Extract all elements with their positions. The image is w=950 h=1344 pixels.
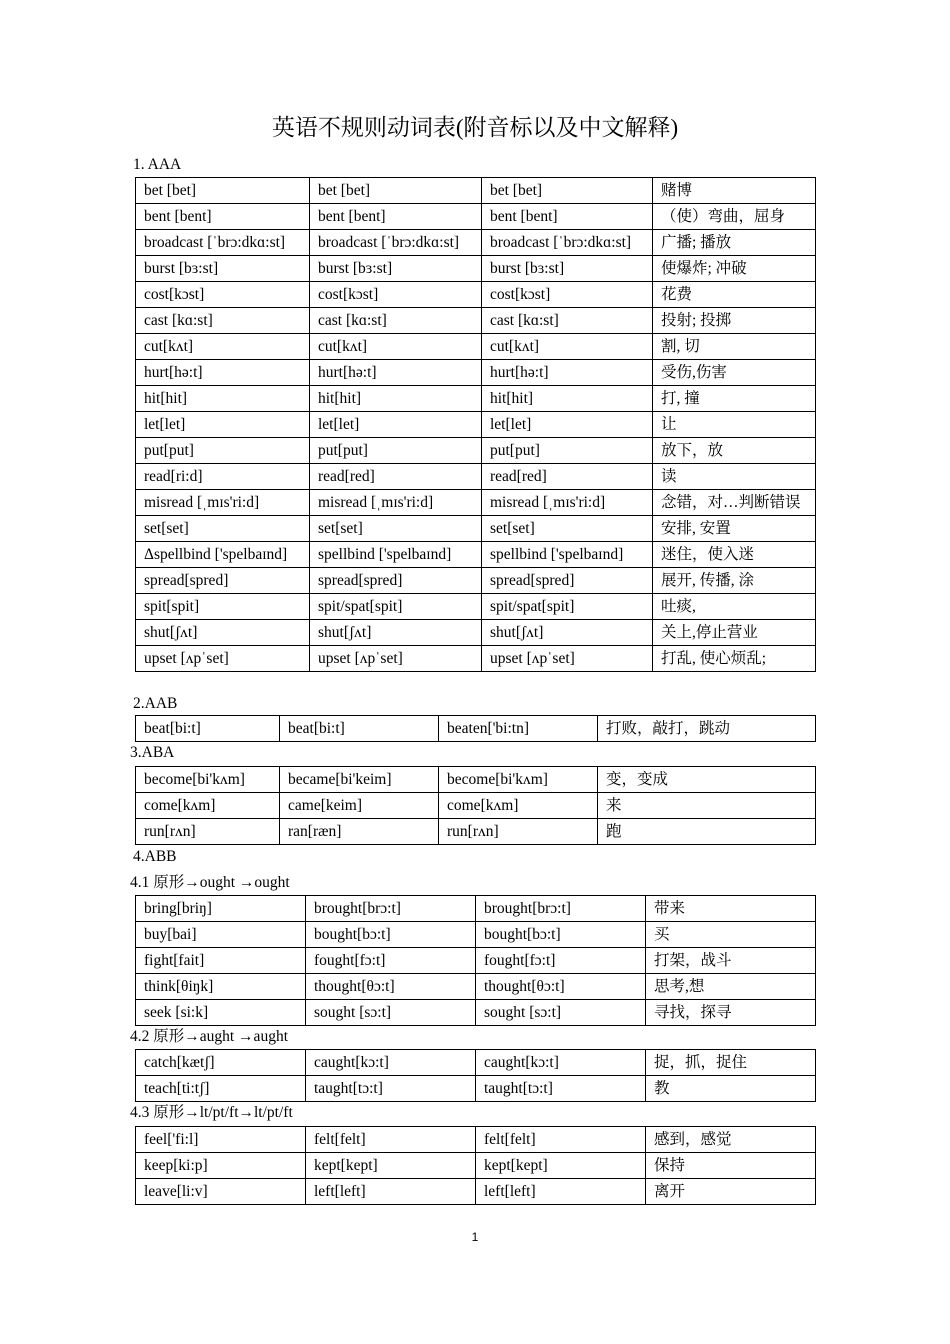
- chinese-meaning-cell: 寻找，探寻: [646, 1000, 816, 1026]
- table-row: [136, 282, 816, 308]
- table-row: [136, 1127, 816, 1153]
- past-participle-cell: bet [bet]: [482, 178, 653, 204]
- past-tense-cell: beat[bi:t]: [280, 716, 439, 742]
- table-row: [136, 793, 816, 819]
- chinese-meaning-cell: 广播; 播放: [653, 230, 816, 256]
- past-participle-cell: caught[kɔ:t]: [476, 1050, 646, 1076]
- past-participle-cell: put[put]: [482, 438, 653, 464]
- table-row: [136, 1050, 816, 1076]
- section-heading-abb: 4.ABB: [133, 848, 177, 865]
- past-participle-cell: felt[felt]: [476, 1127, 646, 1153]
- past-participle-cell: spellbind ['spelbaɪnd]: [482, 542, 653, 568]
- chinese-meaning-cell: 带来: [646, 896, 816, 922]
- chinese-meaning-cell: 念错，对…判断错误: [653, 490, 816, 516]
- base-form-cell: set[set]: [136, 516, 310, 542]
- chinese-meaning-cell: 买: [646, 922, 816, 948]
- chinese-meaning-cell: 离开: [646, 1179, 816, 1205]
- past-tense-cell: caught[kɔ:t]: [306, 1050, 476, 1076]
- table-row: [136, 646, 816, 672]
- past-participle-cell: left[left]: [476, 1179, 646, 1205]
- verb-table-aab: [135, 715, 816, 742]
- past-tense-cell: spellbind ['spelbaɪnd]: [310, 542, 482, 568]
- table-row: [136, 767, 816, 793]
- past-participle-cell: bought[bɔ:t]: [476, 922, 646, 948]
- chinese-meaning-cell: 变，变成: [598, 767, 816, 793]
- past-participle-cell: kept[kept]: [476, 1153, 646, 1179]
- past-participle-cell: hurt[hə:t]: [482, 360, 653, 386]
- base-form-cell: read[ri:d]: [136, 464, 310, 490]
- verb-table-ought: [135, 895, 816, 1026]
- table-row: [136, 438, 816, 464]
- chinese-meaning-cell: 教: [646, 1076, 816, 1102]
- base-form-cell: put[put]: [136, 438, 310, 464]
- base-form-cell: bet [bet]: [136, 178, 310, 204]
- verb-table-aaa: [135, 177, 816, 672]
- past-participle-cell: come[kʌm]: [439, 793, 598, 819]
- table-row: [136, 178, 816, 204]
- table-row: [136, 490, 816, 516]
- past-participle-cell: broadcast [ˈbrɔ:dkɑ:st]: [482, 230, 653, 256]
- past-participle-cell: upset [ʌpˈset]: [482, 646, 653, 672]
- past-tense-cell: read[red]: [310, 464, 482, 490]
- table-row: [136, 948, 816, 974]
- table-row: [136, 1000, 816, 1026]
- table-row: [136, 542, 816, 568]
- chinese-meaning-cell: 迷住，使入迷: [653, 542, 816, 568]
- table-row: [136, 412, 816, 438]
- chinese-meaning-cell: 割, 切: [653, 334, 816, 360]
- past-participle-cell: cost[kɔst]: [482, 282, 653, 308]
- past-participle-cell: let[let]: [482, 412, 653, 438]
- verb-table-lt-pt-ft: [135, 1126, 816, 1205]
- base-form-cell: let[let]: [136, 412, 310, 438]
- base-form-cell: seek [si:k]: [136, 1000, 306, 1026]
- chinese-meaning-cell: 跑: [598, 819, 816, 845]
- past-participle-cell: become[bi'kʌm]: [439, 767, 598, 793]
- past-participle-cell: sought [sɔ:t]: [476, 1000, 646, 1026]
- base-form-cell: misread [ˌmɪs'ri:d]: [136, 490, 310, 516]
- past-participle-cell: fought[fɔ:t]: [476, 948, 646, 974]
- past-tense-cell: let[let]: [310, 412, 482, 438]
- chinese-meaning-cell: 展开, 传播, 涂: [653, 568, 816, 594]
- past-tense-cell: bent [bent]: [310, 204, 482, 230]
- past-tense-cell: set[set]: [310, 516, 482, 542]
- past-tense-cell: hit[hit]: [310, 386, 482, 412]
- table-row: [136, 716, 816, 742]
- base-form-cell: beat[bi:t]: [136, 716, 280, 742]
- past-tense-cell: cut[kʌt]: [310, 334, 482, 360]
- page-title: 英语不规则动词表(附音标以及中文解释): [271, 115, 679, 140]
- base-form-cell: cast [kɑ:st]: [136, 308, 310, 334]
- section-heading-aaa: 1. AAA: [133, 156, 182, 173]
- table-row: [136, 386, 816, 412]
- chinese-meaning-cell: 安排, 安置: [653, 516, 816, 542]
- past-tense-cell: burst [bɜ:st]: [310, 256, 482, 282]
- chinese-meaning-cell: 吐痰,: [653, 594, 816, 620]
- base-form-cell: come[kʌm]: [136, 793, 280, 819]
- past-participle-cell: taught[tɔ:t]: [476, 1076, 646, 1102]
- page-number: 1: [471, 1230, 479, 1244]
- base-form-cell: burst [bɜ:st]: [136, 256, 310, 282]
- base-form-cell: fight[fait]: [136, 948, 306, 974]
- chinese-meaning-cell: 读: [653, 464, 816, 490]
- chinese-meaning-cell: 放下，放: [653, 438, 816, 464]
- chinese-meaning-cell: 打, 撞: [653, 386, 816, 412]
- chinese-meaning-cell: 感到，感觉: [646, 1127, 816, 1153]
- table-row: [136, 1179, 816, 1205]
- past-participle-cell: run[rʌn]: [439, 819, 598, 845]
- verb-table-aught: [135, 1049, 816, 1102]
- chinese-meaning-cell: 捉，抓，捉住: [646, 1050, 816, 1076]
- past-tense-cell: fought[fɔ:t]: [306, 948, 476, 974]
- chinese-meaning-cell: 关上,停止营业: [653, 620, 816, 646]
- base-form-cell: catch[kætʃ]: [136, 1050, 306, 1076]
- chinese-meaning-cell: 打架，战斗: [646, 948, 816, 974]
- past-participle-cell: shut[ʃʌt]: [482, 620, 653, 646]
- past-participle-cell: cut[kʌt]: [482, 334, 653, 360]
- past-tense-cell: left[left]: [306, 1179, 476, 1205]
- past-participle-cell: thought[θɔ:t]: [476, 974, 646, 1000]
- past-participle-cell: bent [bent]: [482, 204, 653, 230]
- chinese-meaning-cell: 思考,想: [646, 974, 816, 1000]
- table-row: [136, 1153, 816, 1179]
- past-tense-cell: cost[kɔst]: [310, 282, 482, 308]
- past-participle-cell: spread[spred]: [482, 568, 653, 594]
- table-row: [136, 230, 816, 256]
- table-row: [136, 516, 816, 542]
- base-form-cell: broadcast [ˈbrɔ:dkɑ:st]: [136, 230, 310, 256]
- past-tense-cell: upset [ʌpˈset]: [310, 646, 482, 672]
- past-tense-cell: brought[brɔ:t]: [306, 896, 476, 922]
- table-row: [136, 360, 816, 386]
- section-heading-aab: 2.AAB: [133, 695, 178, 712]
- table-row: [136, 204, 816, 230]
- base-form-cell: spread[spred]: [136, 568, 310, 594]
- chinese-meaning-cell: 使爆炸; 冲破: [653, 256, 816, 282]
- chinese-meaning-cell: 来: [598, 793, 816, 819]
- past-tense-cell: bet [bet]: [310, 178, 482, 204]
- past-participle-cell: hit[hit]: [482, 386, 653, 412]
- chinese-meaning-cell: 保持: [646, 1153, 816, 1179]
- chinese-meaning-cell: 赌博: [653, 178, 816, 204]
- table-row: [136, 594, 816, 620]
- base-form-cell: hurt[hə:t]: [136, 360, 310, 386]
- base-form-cell: cut[kʌt]: [136, 334, 310, 360]
- past-tense-cell: came[keim]: [280, 793, 439, 819]
- past-participle-cell: read[red]: [482, 464, 653, 490]
- table-row: [136, 620, 816, 646]
- past-tense-cell: sought [sɔ:t]: [306, 1000, 476, 1026]
- past-tense-cell: shut[ʃʌt]: [310, 620, 482, 646]
- past-tense-cell: broadcast [ˈbrɔ:dkɑ:st]: [310, 230, 482, 256]
- past-tense-cell: became[bi'keim]: [280, 767, 439, 793]
- past-tense-cell: hurt[hə:t]: [310, 360, 482, 386]
- past-tense-cell: bought[bɔ:t]: [306, 922, 476, 948]
- base-form-cell: teach[ti:tʃ]: [136, 1076, 306, 1102]
- base-form-cell: Δspellbind ['spelbaɪnd]: [136, 542, 310, 568]
- past-participle-cell: beaten['bi:tn]: [439, 716, 598, 742]
- chinese-meaning-cell: 花费: [653, 282, 816, 308]
- chinese-meaning-cell: 打乱, 使心烦乱;: [653, 646, 816, 672]
- past-participle-cell: burst [bɜ:st]: [482, 256, 653, 282]
- base-form-cell: shut[ʃʌt]: [136, 620, 310, 646]
- base-form-cell: buy[bai]: [136, 922, 306, 948]
- base-form-cell: keep[ki:p]: [136, 1153, 306, 1179]
- table-row: [136, 308, 816, 334]
- subsection-heading-ought: 4.1 原形→ought →ought: [130, 874, 290, 891]
- base-form-cell: bent [bent]: [136, 204, 310, 230]
- past-tense-cell: cast [kɑ:st]: [310, 308, 482, 334]
- past-tense-cell: thought[θɔ:t]: [306, 974, 476, 1000]
- base-form-cell: feel['fi:l]: [136, 1127, 306, 1153]
- base-form-cell: bring[briŋ]: [136, 896, 306, 922]
- past-tense-cell: misread [ˌmɪs'ri:d]: [310, 490, 482, 516]
- base-form-cell: run[rʌn]: [136, 819, 280, 845]
- past-tense-cell: spit/spat[spit]: [310, 594, 482, 620]
- subsection-heading-aught: 4.2 原形→aught →aught: [130, 1028, 288, 1045]
- chinese-meaning-cell: 让: [653, 412, 816, 438]
- table-row: [136, 896, 816, 922]
- past-participle-cell: set[set]: [482, 516, 653, 542]
- table-row: [136, 819, 816, 845]
- base-form-cell: spit[spit]: [136, 594, 310, 620]
- chinese-meaning-cell: 投射; 投掷: [653, 308, 816, 334]
- past-tense-cell: taught[tɔ:t]: [306, 1076, 476, 1102]
- past-participle-cell: misread [ˌmɪs'ri:d]: [482, 490, 653, 516]
- table-row: [136, 334, 816, 360]
- base-form-cell: think[θiŋk]: [136, 974, 306, 1000]
- past-tense-cell: put[put]: [310, 438, 482, 464]
- base-form-cell: upset [ʌpˈset]: [136, 646, 310, 672]
- chinese-meaning-cell: 受伤,伤害: [653, 360, 816, 386]
- past-participle-cell: spit/spat[spit]: [482, 594, 653, 620]
- section-heading-aba: 3.ABA: [130, 744, 175, 761]
- verb-table-aba: [135, 766, 816, 845]
- chinese-meaning-cell: （使）弯曲，屈身: [653, 204, 816, 230]
- base-form-cell: become[bi'kʌm]: [136, 767, 280, 793]
- table-row: [136, 922, 816, 948]
- table-row: [136, 1076, 816, 1102]
- base-form-cell: hit[hit]: [136, 386, 310, 412]
- past-tense-cell: ran[ræn]: [280, 819, 439, 845]
- past-participle-cell: cast [kɑ:st]: [482, 308, 653, 334]
- chinese-meaning-cell: 打败，敲打，跳动: [598, 716, 816, 742]
- table-row: [136, 568, 816, 594]
- table-row: [136, 256, 816, 282]
- base-form-cell: cost[kɔst]: [136, 282, 310, 308]
- base-form-cell: leave[li:v]: [136, 1179, 306, 1205]
- table-row: [136, 464, 816, 490]
- past-participle-cell: brought[brɔ:t]: [476, 896, 646, 922]
- past-tense-cell: kept[kept]: [306, 1153, 476, 1179]
- table-row: [136, 974, 816, 1000]
- past-tense-cell: felt[felt]: [306, 1127, 476, 1153]
- subsection-heading-lt-pt-ft: 4.3 原形→lt/pt/ft→lt/pt/ft: [130, 1104, 293, 1121]
- past-tense-cell: spread[spred]: [310, 568, 482, 594]
